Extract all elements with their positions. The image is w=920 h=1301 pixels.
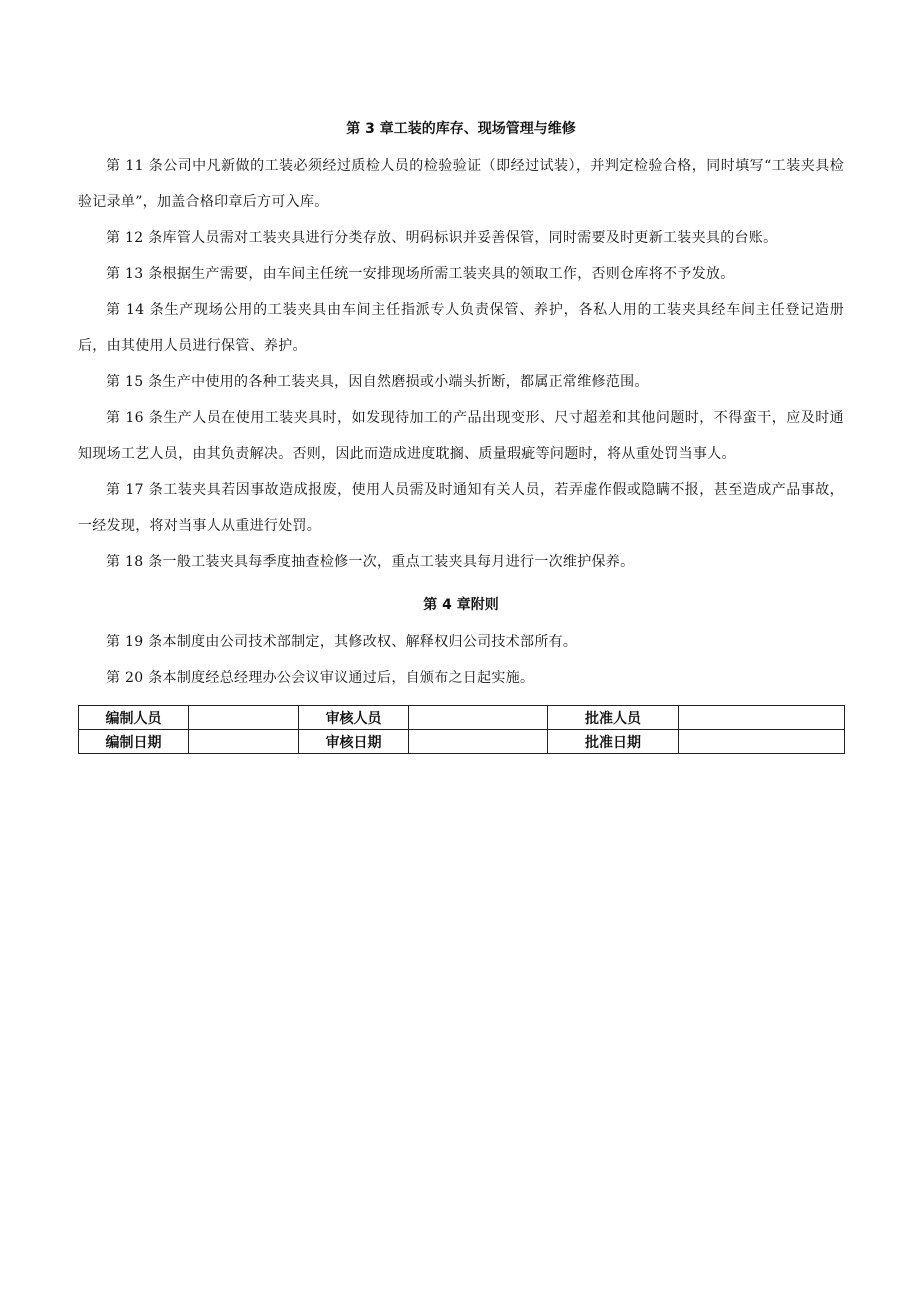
- approver-value[interactable]: [679, 706, 845, 730]
- review-date-value[interactable]: [409, 730, 548, 754]
- signoff-row-personnel: [79, 706, 845, 730]
- reviewer-label: 审核人员: [299, 706, 409, 730]
- chapter-4-title: 第 4 章附则: [423, 597, 499, 613]
- article-13: 第 13 条根据生产需要，由车间主任统一安排现场所需工装夹具的领取工作，否则仓库将不予发放。: [106, 266, 735, 282]
- article-17: 第 17 条工装夹具若因事故造成报废，使用人员需及时通知有关人员，若弄虚作假或隐瞒不报，甚至造成产品事故，一经发现，将对当事人从重进行处罚。: [78, 482, 844, 534]
- chapter-4-articles: [78, 624, 844, 696]
- chapter-3-title: 第 3 章工装的库存、现场管理与维修: [346, 121, 576, 137]
- approve-date-label: 批准日期: [548, 730, 679, 754]
- article-18: 第 18 条一般工装夹具每季度抽查检修一次，重点工装夹具每月进行一次维护保养。: [106, 554, 635, 570]
- article-15: 第 15 条生产中使用的各种工装夹具，因自然磨损或小端头折断，都属正常维修范围。: [106, 374, 649, 390]
- article-11: 第 11 条公司中凡新做的工装必须经过质检人员的检验验证（即经过试装），并判定检验合格，同时填写“工装夹具检验记录单”，加盖合格印章后方可入库。: [78, 158, 844, 210]
- signoff-table: [78, 705, 845, 754]
- review-date-label: 审核日期: [299, 730, 409, 754]
- compiler-label: 编制人员: [79, 706, 189, 730]
- approve-date-value[interactable]: [679, 730, 845, 754]
- article-16: 第 16 条生产人员在使用工装夹具时，如发现待加工的产品出现变形、尺寸超差和其他问题时，不得蛮干，应及时通知现场工艺人员，由其负责解决。否则，因此而造成进度耽搁、质量瑕疵等问题时，将从重处罚当事人。: [78, 410, 844, 462]
- article-20: 第 20 条本制度经总经理办公会议审议通过后，自颁布之日起实施。: [106, 670, 535, 686]
- article-19: 第 19 条本制度由公司技术部制定，其修改权、解释权归公司技术部所有。: [106, 634, 578, 650]
- signoff-row-dates: [79, 730, 845, 754]
- compile-date-label: 编制日期: [79, 730, 189, 754]
- chapter-3-articles: [78, 148, 844, 580]
- compiler-value[interactable]: [189, 706, 299, 730]
- compile-date-value[interactable]: [189, 730, 299, 754]
- article-14: 第 14 条生产现场公用的工装夹具由车间主任指派专人负责保管、养护，各私人用的工装夹具经车间主任登记造册后，由其使用人员进行保管、养护。: [78, 302, 844, 354]
- article-12: 第 12 条库管人员需对工装夹具进行分类存放、明码标识并妥善保管，同时需要及时更新工装夹具的台账。: [106, 230, 778, 246]
- approver-label: 批准人员: [548, 706, 679, 730]
- reviewer-value[interactable]: [409, 706, 548, 730]
